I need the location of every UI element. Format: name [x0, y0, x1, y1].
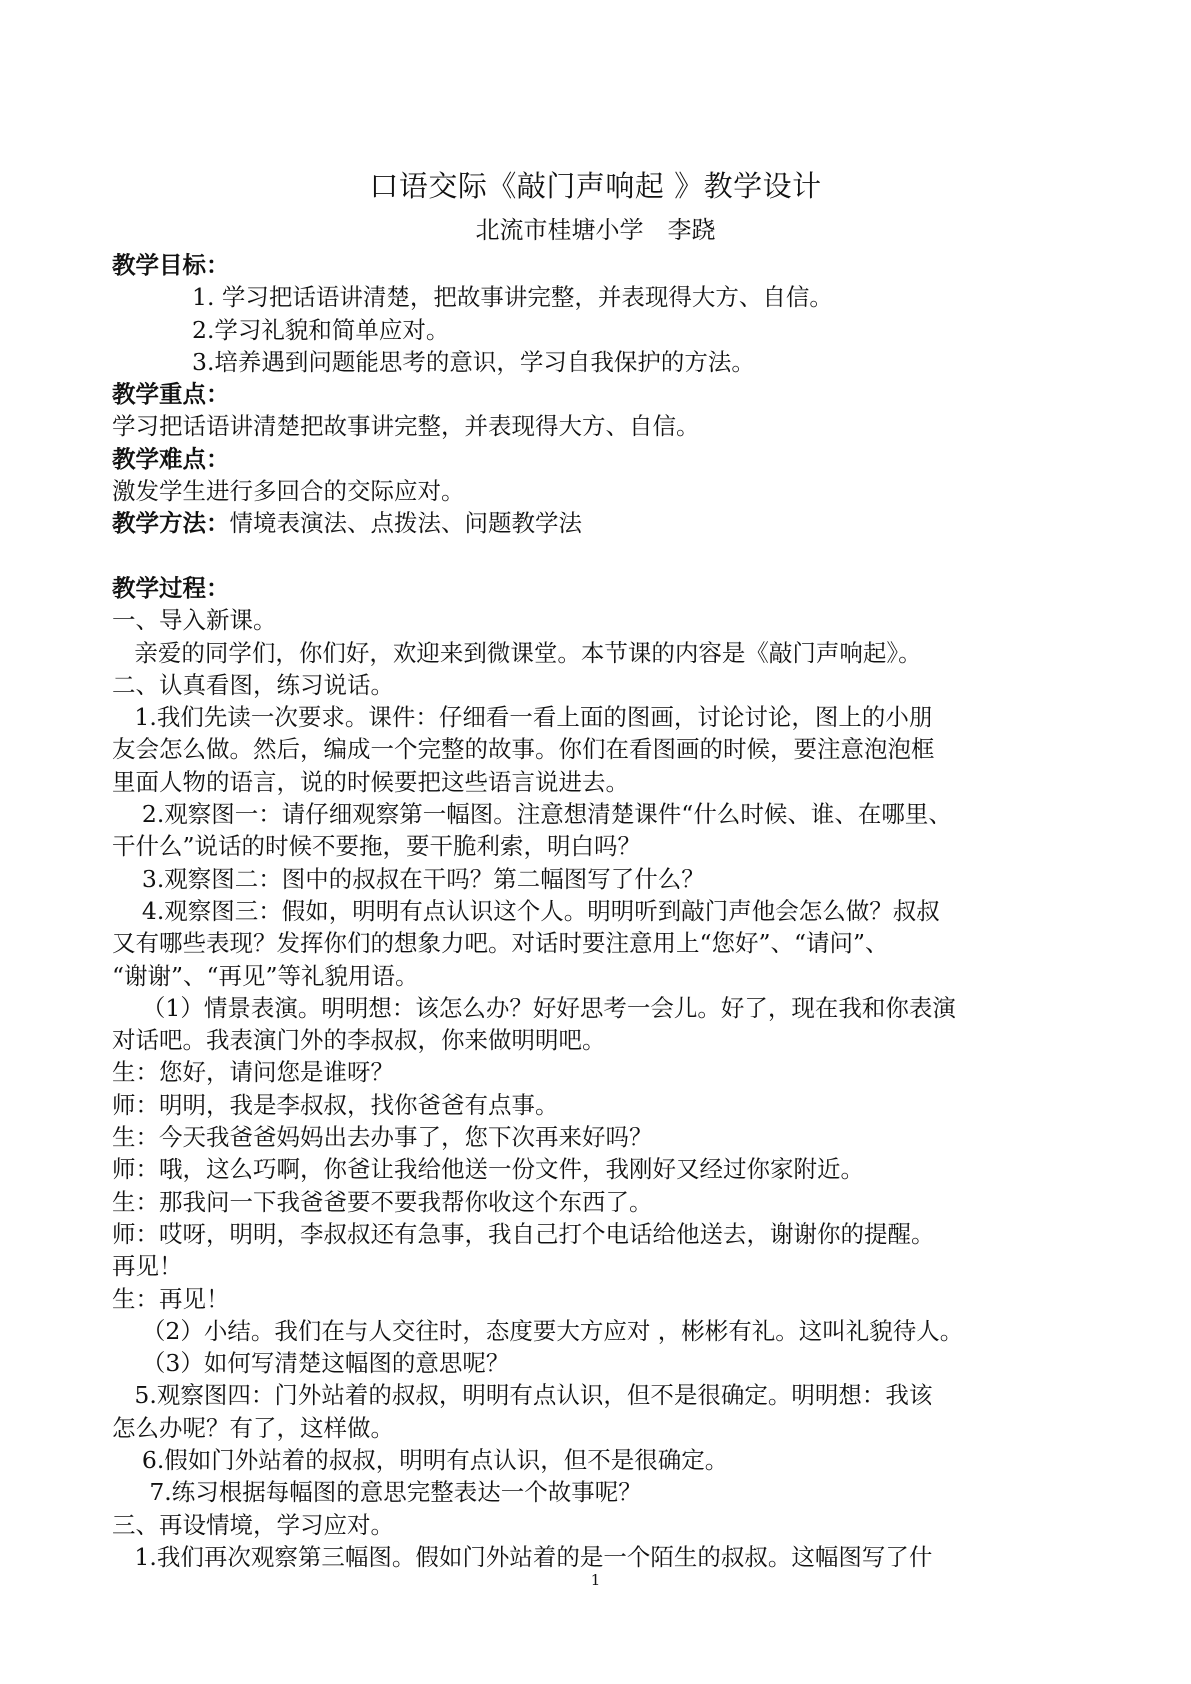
difficulty-heading: 教学难点：	[112, 444, 230, 473]
document-subtitle: 北流市桂塘小学 李跷	[475, 216, 716, 244]
process-line: 6.假如门外站着的叔叔，明明有点认识，但不是很确定。	[112, 1445, 729, 1474]
document-title: 口语交际《敲门声响起 》教学设计	[369, 169, 822, 203]
process-line: 师：哦，这么巧啊，你爸让我给他送一份文件，我刚好又经过你家附近。	[112, 1155, 864, 1184]
process-line: 二、认真看图，练习说话。	[112, 670, 394, 699]
process-line: 对话吧。我表演门外的李叔叔，你来做明明吧。	[112, 1026, 606, 1055]
process-line: 4.观察图三：假如，明明有点认识这个人。明明听到敲门声他会怎么做？叔叔	[112, 896, 940, 925]
process-line: 师：哎呀，明明，李叔叔还有急事，我自己打个电话给他送去，谢谢你的提醒。	[112, 1219, 935, 1248]
process-line: 生：那我问一下我爸爸要不要我帮你收这个东西了。	[112, 1187, 653, 1216]
process-line: 再见！	[112, 1252, 183, 1281]
process-line: 1.我们先读一次要求。课件：仔细看一看上面的图画，讨论讨论，图上的小朋	[112, 703, 933, 732]
key-points-text: 学习把话语讲清楚把故事讲完整，并表现得大方、自信。	[112, 412, 700, 441]
process-heading: 教学过程：	[112, 573, 230, 602]
key-points-heading: 教学重点：	[112, 380, 230, 409]
objective-item: 1. 学习把话语讲清楚，把故事讲完整，并表现得大方、自信。	[192, 283, 833, 312]
process-line: 一、导入新课。	[112, 606, 277, 635]
process-line: 生：再见！	[112, 1284, 230, 1313]
process-lines	[112, 604, 1087, 1573]
methods-line	[112, 507, 1087, 539]
process-line: 又有哪些表现？发挥你们的想象力吧。对话时要注意用上“您好”、“请问”、	[112, 929, 889, 958]
process-line: 生：您好，请问您是谁呀？	[112, 1058, 394, 1087]
process-line: 里面人物的语言，说的时候要把这些语言说进去。	[112, 767, 629, 796]
document-body	[112, 249, 1087, 1573]
methods-heading: 教学方法：	[112, 509, 230, 538]
process-line: 友会怎么做。然后，编成一个完整的故事。你们在看图画的时候，要注意泡泡框	[112, 735, 935, 764]
process-line: 三、再设情境，学习应对。	[112, 1510, 394, 1539]
page-number: 1	[590, 1571, 601, 1589]
process-line: （3）如何写清楚这幅图的意思呢？	[112, 1349, 510, 1378]
objective-item: 3.培养遇到问题能思考的意识，学习自我保护的方法。	[192, 347, 755, 376]
process-line: 7.练习根据每幅图的意思完整表达一个故事呢？	[112, 1478, 642, 1507]
process-line: 亲爱的同学们，你们好，欢迎来到微课堂。本节课的内容是《敲门声响起》。	[112, 638, 922, 667]
process-line: 干什么”说话的时候不要拖，要干脆利索，明白吗？	[112, 832, 642, 861]
process-line: 师：明明，我是李叔叔，找你爸爸有点事。	[112, 1090, 559, 1119]
process-line: 3.观察图二：图中的叔叔在干吗？第二幅图写了什么？	[112, 864, 705, 893]
process-line: （1）情景表演。明明想：该怎么办？好好思考一会儿。好了，现在我和你表演	[112, 993, 956, 1022]
process-line: 怎么办呢？有了，这样做。	[112, 1413, 394, 1442]
blank-line	[112, 540, 1087, 572]
process-line: 1.我们再次观察第三幅图。假如门外站着的是一个陌生的叔叔。这幅图写了什	[112, 1542, 933, 1571]
objectives-heading: 教学目标：	[112, 251, 230, 279]
process-line: 2.观察图一：请仔细观察第一幅图。注意想清楚课件“什么时候、谁、在哪里、	[112, 800, 952, 829]
process-line: （2）小结。我们在与人交往时，态度要大方应对 ，彬彬有礼。这叫礼貌待人。	[112, 1316, 964, 1345]
methods-text: 情境表演法、点拨法、问题教学法	[229, 509, 582, 538]
difficulty-text: 激发学生进行多回合的交际应对。	[112, 477, 465, 506]
process-line: 5.观察图四：门外站着的叔叔，明明有点认识，但不是很确定。明明想：我该	[112, 1381, 933, 1410]
process-line: 生：今天我爸爸妈妈出去办事了，您下次再来好吗？	[112, 1123, 653, 1152]
process-line: “谢谢”、“再见”等礼貌用语。	[112, 961, 419, 990]
objective-item: 2.学习礼貌和简单应对。	[192, 315, 450, 344]
